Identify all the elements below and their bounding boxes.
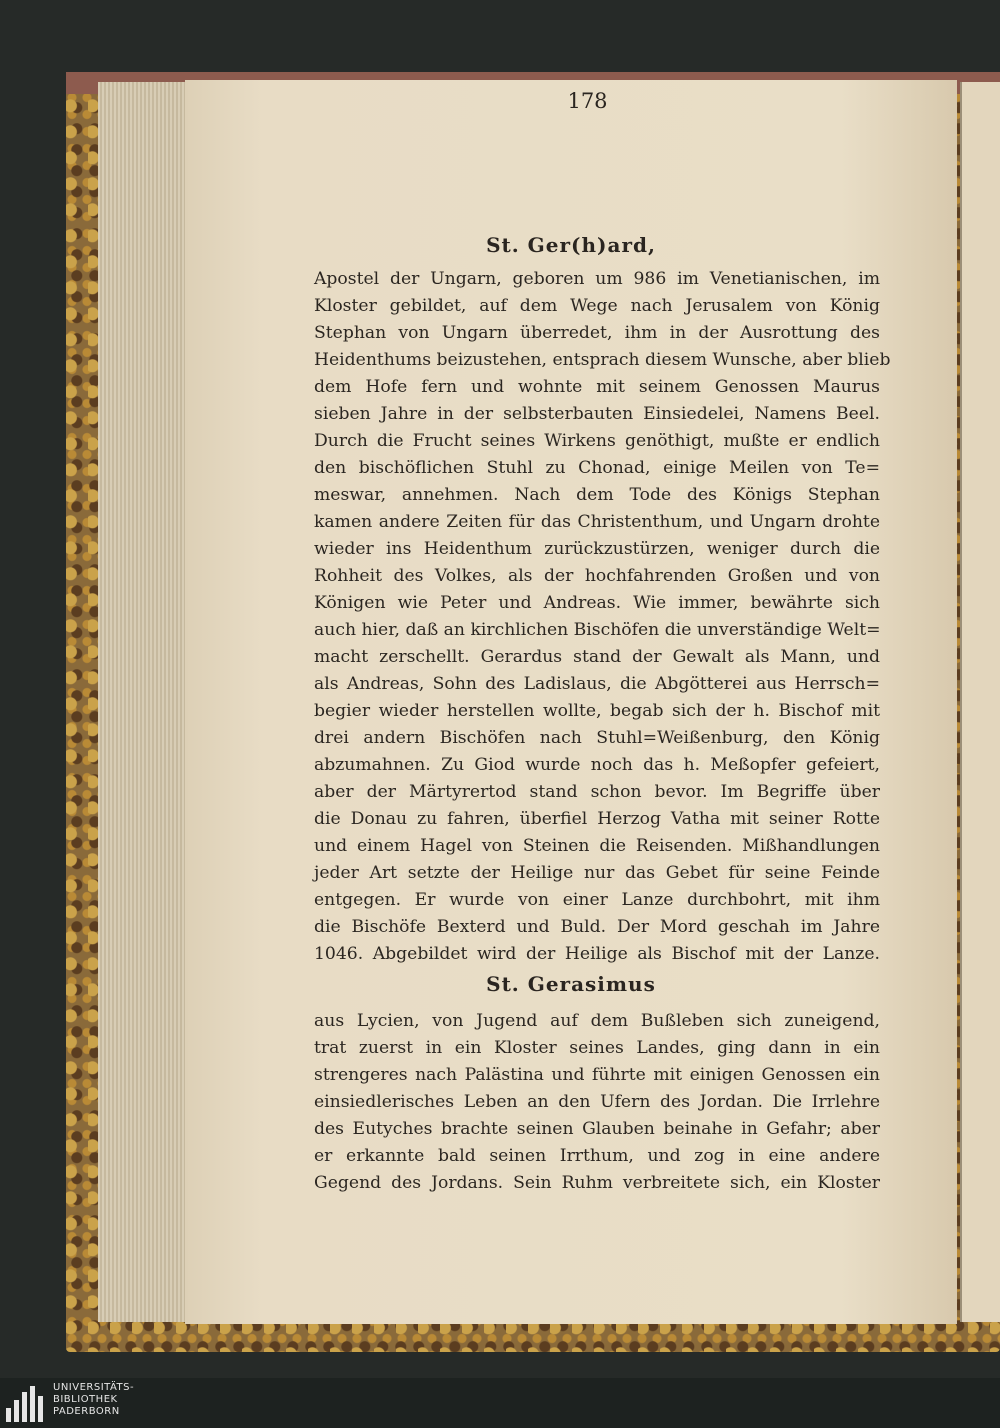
text-line: aus Lycien, von Jugend auf dem Bußleben sich zuneigend, — [314, 1011, 880, 1031]
text-line: die Bischöfe Bexterd und Buld. Der Mord geschah im Jahre — [314, 917, 880, 937]
text-line: die Donau zu fahren, überfiel Herzog Vatha mit seiner Rotte — [314, 809, 880, 829]
text-line: abzumahnen. Zu Giod wurde noch das h. Meßopfer gefeiert, — [314, 755, 880, 775]
text-line: 1046. Abgebildet wird der Heilige als Bischof mit der Lanze. — [314, 944, 880, 964]
library-footer — [0, 1378, 1000, 1428]
text-line: wieder ins Heidenthum zurückzustürzen, weniger durch die — [314, 539, 880, 559]
text-line: den bischöflichen Stuhl zu Chonad, einige Meilen von Te= — [314, 458, 880, 478]
text-line: entgegen. Er wurde von einer Lanze durchbohrt, mit ihm — [314, 890, 880, 910]
text-line: trat zuerst in ein Kloster seines Landes, ging dann in ein — [314, 1038, 880, 1058]
text-line: Rohheit des Volkes, als der hochfahrenden Großen und von — [314, 566, 880, 586]
text-line: strengeres nach Palästina und führte mit einigen Genossen ein — [314, 1065, 880, 1085]
library-name-line1: UNIVERSITÄTS- — [53, 1382, 135, 1393]
text-line: meswar, annehmen. Nach dem Tode des Königs Stephan — [314, 485, 880, 505]
page-edges — [98, 82, 188, 1322]
text-line: Stephan von Ungarn überredet, ihm in der Ausrottung des — [314, 323, 880, 343]
facing-page-edge — [960, 82, 1000, 1322]
text-line: er erkannte bald seinen Irrthum, und zog in eine andere — [314, 1146, 880, 1166]
library-name-line3: PADERBORN — [53, 1406, 120, 1417]
text-line: Gegend des Jordans. Sein Ruhm verbreitete sich, ein Kloster — [314, 1173, 880, 1193]
text-line: sieben Jahre in der selbsterbauten Einsiedelei, Namens Beel. — [314, 404, 880, 424]
text-line: aber der Märtyrertod stand schon bevor. Im Begriffe über — [314, 782, 880, 802]
entry-heading-gerhard: St. Ger(h)ard, — [486, 233, 656, 257]
page-number: 178 — [567, 89, 608, 113]
text-line: kamen andere Zeiten für das Christenthum, und Ungarn drohte — [314, 512, 880, 532]
text-line: Königen wie Peter und Andreas. Wie immer, bewährte sich — [314, 593, 880, 613]
text-line: des Eutyches brachte seinen Glauben beinahe in Gefahr; aber — [314, 1119, 880, 1139]
library-logo-icon — [6, 1386, 46, 1422]
text-line: jeder Art setzte der Heilige nur das Gebet für seine Feinde — [314, 863, 880, 883]
text-line: drei andern Bischöfen nach Stuhl=Weißenburg, den König — [314, 728, 880, 748]
text-line: als Andreas, Sohn des Ladislaus, die Abgötterei aus Herrsch= — [314, 674, 880, 694]
library-name-line2: BIBLIOTHEK — [53, 1394, 118, 1405]
text-line: auch hier, daß an kirchlichen Bischöfen die unverständige Welt= — [314, 620, 881, 640]
text-line: Durch die Frucht seines Wirkens genöthigt, mußte er endlich — [314, 431, 880, 451]
text-line: begier wieder herstellen wollte, begab sich der h. Bischof mit — [314, 701, 880, 721]
text-line: und einem Hagel von Steinen die Reisenden. Mißhandlungen — [314, 836, 880, 856]
text-line: einsiedlerisches Leben an den Ufern des Jordan. Die Irrlehre — [314, 1092, 880, 1112]
entry-text-gerasimus — [314, 1008, 880, 1197]
text-line: macht zerschellt. Gerardus stand der Gewalt als Mann, und — [314, 647, 880, 667]
text-line: Heidenthums beizustehen, entsprach diesem Wunsche, aber blieb — [314, 350, 891, 370]
text-line: Apostel der Ungarn, geboren um 986 im Venetianischen, im — [314, 269, 880, 289]
entry-text-gerhard — [314, 266, 891, 968]
text-line: Kloster gebildet, auf dem Wege nach Jerusalem von König — [314, 296, 880, 316]
entry-heading-gerasimus: St. Gerasimus — [486, 972, 656, 996]
text-line: dem Hofe fern und wohnte mit seinem Genossen Maurus — [314, 377, 880, 397]
